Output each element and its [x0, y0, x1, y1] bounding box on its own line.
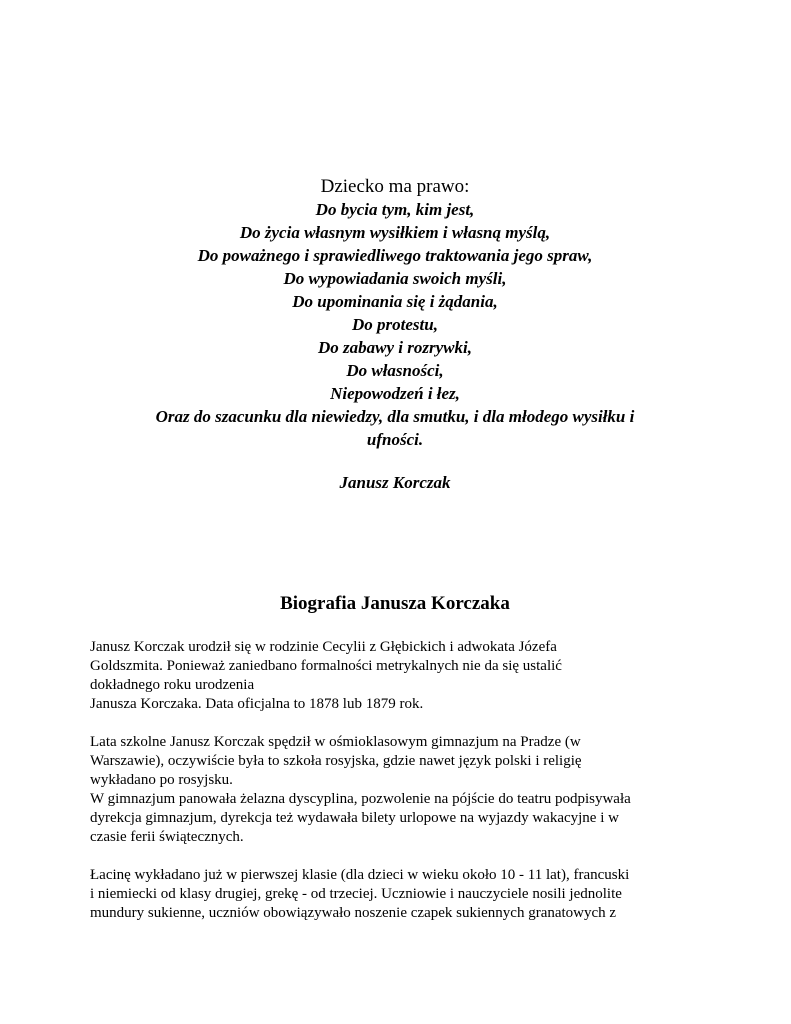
- poem-line: ufności.: [366, 430, 424, 449]
- text-line: i niemiecki od klasy drugiej, grekę - od trzeciej. Uczniowie i nauczyciele nosili jednolite: [90, 886, 622, 902]
- biography-body: [90, 638, 705, 942]
- text-line: Warszawie), oczywiście była to szkoła rosyjska, gdzie nawet język polski i religię: [90, 753, 582, 769]
- text-line: wykładano po rosyjsku.: [90, 772, 233, 788]
- biography-title: Biografia Janusza Korczaka: [280, 593, 510, 614]
- poem-line: Do zabawy i rozrywki,: [318, 338, 472, 357]
- poem-line: Do upominania się i żądania,: [292, 292, 498, 311]
- poem-line: Do bycia tym, kim jest,: [315, 200, 475, 219]
- poem-line: Do poważnego i sprawiedliwego traktowania jego spraw,: [197, 246, 593, 265]
- text-line: czasie ferii świątecznych.: [90, 829, 244, 845]
- text-line: W gimnazjum panowała żelazna dyscyplina, pozwolenie na pójście do teatru podpisywała: [90, 791, 631, 807]
- biography-paragraph: [90, 866, 705, 923]
- text-line: Janusza Korczaka. Data oficjalna to 1878 lub 1879 rok.: [90, 696, 424, 712]
- poem-author: Janusz Korczak: [339, 473, 451, 492]
- poem-lines: [90, 198, 700, 451]
- text-line: Lata szkolne Janusz Korczak spędził w ośmioklasowym gimnazjum na Pradze (w: [90, 734, 581, 750]
- text-line: Janusz Korczak urodził się w rodzinie Cecylii z Głębickich i adwokata Józefa: [90, 639, 557, 655]
- text-line: dokładnego roku urodzenia: [90, 677, 255, 693]
- poem: [90, 175, 700, 494]
- poem-line: Oraz do szacunku dla niewiedzy, dla smutku, i dla młodego wysiłku i: [155, 407, 635, 426]
- text-line: Goldszmita. Ponieważ zaniedbano formalności metrykalnych nie da się ustalić: [90, 658, 562, 674]
- poem-line: Niepowodzeń i łez,: [330, 384, 460, 403]
- poem-line: Do wypowiadania swoich myśli,: [283, 269, 507, 288]
- biography-paragraph: [90, 638, 705, 714]
- poem-intro: Dziecko ma prawo:: [320, 176, 470, 197]
- poem-line: Do życia własnym wysiłkiem i własną myślą,: [239, 223, 551, 242]
- biography-paragraph: [90, 733, 705, 847]
- poem-line: Do protestu,: [352, 315, 438, 334]
- poem-line: Do własności,: [346, 361, 444, 380]
- text-line: mundury sukienne, uczniów obowiązywało noszenie czapek sukiennych granatowych z: [90, 905, 617, 921]
- text-line: dyrekcja gimnazjum, dyrekcja też wydawała bilety urlopowe na wyjazdy wakacyjne i w: [90, 810, 619, 826]
- text-line: Łacinę wykładano już w pierwszej klasie (dla dzieci w wieku około 10 - 11 lat), francuski: [90, 867, 630, 883]
